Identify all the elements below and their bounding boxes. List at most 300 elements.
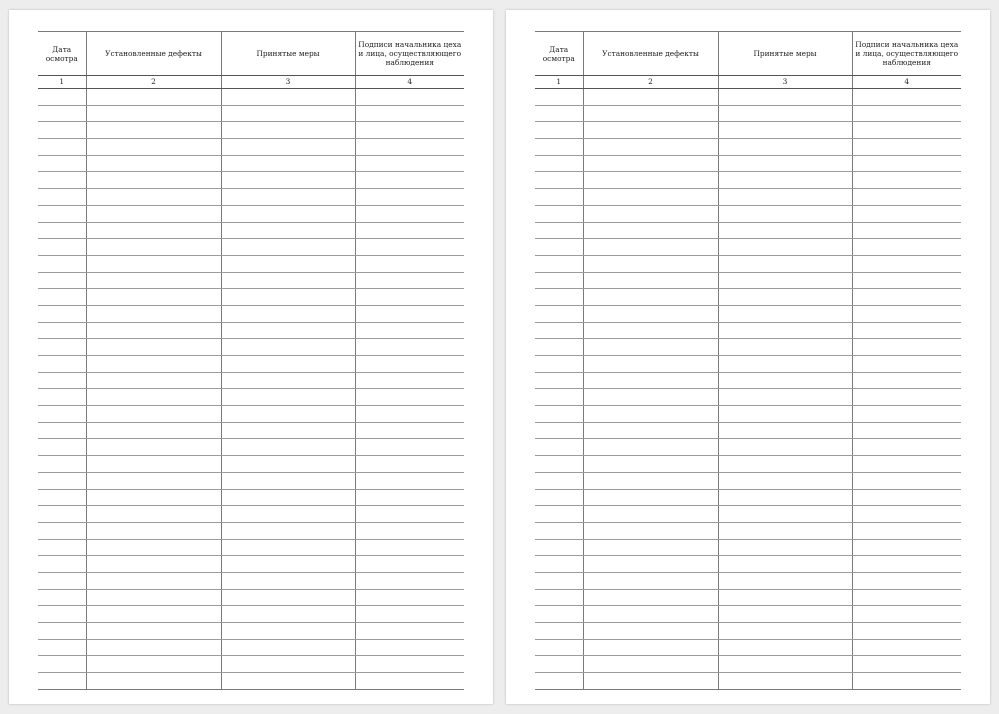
cell-signatures [355,456,464,473]
table-row [38,589,464,606]
cell-defects-found [583,356,718,373]
header-signatures-text: Подписи начальника цеха и лица, осуществляющего наблюдения [855,40,959,67]
cell-inspection-date [535,489,583,506]
cell-measures-taken [718,372,852,389]
cell-defects-found [583,272,718,289]
header-signatures [355,32,464,76]
cell-inspection-date [38,305,86,322]
cell-measures-taken [221,606,355,623]
table-row [535,556,961,573]
table-row [38,122,464,139]
cell-defects-found [583,589,718,606]
table-row [38,489,464,506]
table-row [535,422,961,439]
cell-measures-taken [718,305,852,322]
cell-inspection-date [535,589,583,606]
cell-defects-found [86,606,221,623]
cell-measures-taken [718,439,852,456]
table-row [535,272,961,289]
cell-measures-taken [718,255,852,272]
cell-signatures [852,606,961,623]
cell-measures-taken [221,489,355,506]
header-row [38,32,464,76]
header-measures-taken-text: Принятые меры [256,49,320,58]
cell-inspection-date [535,155,583,172]
table-row [38,255,464,272]
cell-measures-taken [718,656,852,673]
cell-signatures [852,572,961,589]
cell-inspection-date [535,172,583,189]
cell-measures-taken [221,422,355,439]
cell-defects-found [583,623,718,640]
table-row [535,189,961,206]
cell-defects-found [86,639,221,656]
cell-inspection-date [535,422,583,439]
cell-defects-found [583,539,718,556]
cell-signatures [852,639,961,656]
cell-inspection-date [38,255,86,272]
cell-signatures [355,673,464,690]
cell-signatures [852,105,961,122]
cell-signatures [355,189,464,206]
cell-inspection-date [535,222,583,239]
cell-defects-found [86,389,221,406]
cell-measures-taken [221,639,355,656]
cell-defects-found [583,305,718,322]
cell-measures-taken [221,155,355,172]
cell-measures-taken [718,572,852,589]
cell-defects-found [86,172,221,189]
cell-defects-found [86,339,221,356]
table-row [38,289,464,306]
table-row [38,356,464,373]
table-row [38,472,464,489]
header-measures-taken [221,32,355,76]
table-row [535,472,961,489]
cell-defects-found [86,205,221,222]
table-row [535,522,961,539]
table-row [535,105,961,122]
cell-defects-found [86,372,221,389]
header-row [535,32,961,76]
cell-measures-taken [221,222,355,239]
cell-inspection-date [535,89,583,106]
table-row [535,506,961,523]
cell-signatures [355,422,464,439]
cell-measures-taken [221,572,355,589]
cell-defects-found [583,222,718,239]
cell-measures-taken [221,456,355,473]
table-row [38,89,464,106]
table-row [38,105,464,122]
cell-inspection-date [535,272,583,289]
cell-signatures [355,122,464,139]
table-row [38,389,464,406]
cell-defects-found [583,122,718,139]
cell-defects-found [86,439,221,456]
header-measures-taken [718,32,852,76]
column-number-2: 2 [86,76,221,89]
cell-inspection-date [38,456,86,473]
cell-signatures [355,255,464,272]
table-row [535,339,961,356]
cell-signatures [852,305,961,322]
cell-defects-found [583,506,718,523]
cell-signatures [355,406,464,423]
cell-measures-taken [221,205,355,222]
cell-measures-taken [221,105,355,122]
cell-inspection-date [38,673,86,690]
cell-defects-found [583,673,718,690]
cell-signatures [355,339,464,356]
cell-inspection-date [38,139,86,156]
cell-signatures [852,222,961,239]
cell-inspection-date [38,522,86,539]
table-row [535,239,961,256]
cell-measures-taken [221,189,355,206]
table-row [535,656,961,673]
cell-defects-found [86,489,221,506]
cell-defects-found [86,155,221,172]
cell-signatures [852,272,961,289]
cell-inspection-date [38,656,86,673]
cell-signatures [852,205,961,222]
header-defects-found-text: Установленные дефекты [105,49,202,58]
cell-defects-found [86,522,221,539]
cell-inspection-date [535,339,583,356]
cell-defects-found [583,389,718,406]
cell-defects-found [86,89,221,106]
table-row [535,439,961,456]
cell-measures-taken [221,255,355,272]
cell-signatures [355,389,464,406]
cell-defects-found [86,356,221,373]
cell-defects-found [583,239,718,256]
table-row [38,189,464,206]
cell-defects-found [86,189,221,206]
table-row [38,139,464,156]
column-number-row [535,76,961,89]
header-inspection-date [38,32,86,76]
cell-inspection-date [38,556,86,573]
table-row [535,89,961,106]
cell-defects-found [86,506,221,523]
table-row [535,289,961,306]
cell-inspection-date [535,189,583,206]
cell-inspection-date [535,656,583,673]
cell-defects-found [583,139,718,156]
cell-inspection-date [535,305,583,322]
cell-signatures [852,139,961,156]
cell-measures-taken [221,522,355,539]
cell-signatures [355,289,464,306]
cell-measures-taken [221,305,355,322]
cell-measures-taken [221,372,355,389]
cell-signatures [355,539,464,556]
cell-defects-found [583,572,718,589]
cell-defects-found [583,372,718,389]
table-row [38,539,464,556]
cell-measures-taken [718,406,852,423]
cell-signatures [355,172,464,189]
table-row [535,489,961,506]
cell-inspection-date [535,522,583,539]
cell-signatures [355,489,464,506]
table-row [38,556,464,573]
cell-signatures [355,139,464,156]
cell-signatures [852,522,961,539]
cell-inspection-date [535,322,583,339]
cell-signatures [852,422,961,439]
cell-signatures [852,239,961,256]
cell-signatures [852,289,961,306]
cell-measures-taken [221,556,355,573]
cell-defects-found [86,656,221,673]
cell-signatures [355,606,464,623]
table-row [535,205,961,222]
cell-inspection-date [38,506,86,523]
cell-defects-found [583,489,718,506]
cell-inspection-date [535,506,583,523]
table-row [38,623,464,640]
table-row [535,539,961,556]
table-row [38,422,464,439]
cell-inspection-date [38,356,86,373]
table-row [38,222,464,239]
cell-defects-found [583,406,718,423]
cell-signatures [355,522,464,539]
cell-signatures [852,589,961,606]
cell-signatures [355,205,464,222]
cell-measures-taken [221,506,355,523]
cell-inspection-date [38,439,86,456]
cell-measures-taken [221,289,355,306]
cell-signatures [852,155,961,172]
cell-inspection-date [38,606,86,623]
cell-defects-found [86,673,221,690]
table-row [38,522,464,539]
cell-signatures [355,572,464,589]
cell-inspection-date [38,222,86,239]
cell-signatures [852,489,961,506]
column-number-row [38,76,464,89]
cell-inspection-date [38,472,86,489]
cell-signatures [852,322,961,339]
cell-signatures [852,673,961,690]
cell-defects-found [583,472,718,489]
cell-defects-found [583,339,718,356]
cell-measures-taken [718,556,852,573]
cell-defects-found [583,656,718,673]
cell-inspection-date [38,539,86,556]
cell-measures-taken [718,422,852,439]
cell-inspection-date [38,572,86,589]
table-row [535,122,961,139]
cell-signatures [355,656,464,673]
cell-signatures [355,639,464,656]
cell-inspection-date [38,406,86,423]
cell-defects-found [86,322,221,339]
cell-measures-taken [221,122,355,139]
cell-defects-found [86,456,221,473]
cell-signatures [355,356,464,373]
cell-defects-found [86,255,221,272]
cell-defects-found [583,289,718,306]
cell-signatures [852,189,961,206]
cell-inspection-date [535,556,583,573]
cell-inspection-date [38,239,86,256]
table-row [38,606,464,623]
cell-signatures [355,105,464,122]
cell-defects-found [86,239,221,256]
cell-defects-found [86,105,221,122]
cell-inspection-date [38,122,86,139]
table-row [38,239,464,256]
cell-measures-taken [221,673,355,690]
cell-defects-found [583,606,718,623]
table-row [38,205,464,222]
cell-inspection-date [38,639,86,656]
table-row [535,372,961,389]
cell-signatures [852,539,961,556]
cell-defects-found [583,189,718,206]
cell-signatures [852,472,961,489]
cell-measures-taken [221,439,355,456]
column-number-3: 3 [718,76,852,89]
blank-rows [38,89,464,690]
table-row [535,623,961,640]
cell-inspection-date [38,189,86,206]
table-row [38,322,464,339]
table-row [38,372,464,389]
cell-inspection-date [38,289,86,306]
table-row [38,639,464,656]
table-row [38,656,464,673]
cell-inspection-date [38,339,86,356]
header-inspection-date-text: Дата осмотра [542,44,575,63]
table-row [535,389,961,406]
cell-defects-found [86,122,221,139]
column-number-4: 4 [852,76,961,89]
table-row [535,305,961,322]
cell-inspection-date [38,155,86,172]
cell-signatures [852,506,961,523]
table-row [535,673,961,690]
cell-measures-taken [718,456,852,473]
header-defects-found [583,32,718,76]
cell-measures-taken [718,522,852,539]
table-row [38,673,464,690]
cell-inspection-date [535,205,583,222]
cell-inspection-date [38,589,86,606]
cell-defects-found [583,639,718,656]
cell-measures-taken [718,139,852,156]
cell-signatures [852,406,961,423]
cell-defects-found [583,172,718,189]
table-row [38,439,464,456]
cell-inspection-date [535,456,583,473]
header-signatures-text: Подписи начальника цеха и лица, осуществляющего наблюдения [358,40,462,67]
table-row [38,155,464,172]
cell-defects-found [86,623,221,640]
cell-defects-found [583,105,718,122]
cell-inspection-date [38,322,86,339]
cell-inspection-date [38,89,86,106]
cell-defects-found [86,422,221,439]
cell-defects-found [583,205,718,222]
table-row [535,139,961,156]
cell-signatures [852,389,961,406]
cell-measures-taken [718,122,852,139]
cell-signatures [355,556,464,573]
cell-measures-taken [221,139,355,156]
left-page [9,10,493,704]
table-row [38,506,464,523]
cell-inspection-date [535,356,583,373]
table-row [535,172,961,189]
cell-signatures [852,623,961,640]
table-row [38,305,464,322]
cell-defects-found [583,155,718,172]
cell-measures-taken [718,205,852,222]
cell-defects-found [583,322,718,339]
cell-signatures [355,322,464,339]
cell-defects-found [86,305,221,322]
cell-measures-taken [718,172,852,189]
table-row [38,272,464,289]
table-row [38,456,464,473]
cell-measures-taken [221,172,355,189]
cell-measures-taken [221,389,355,406]
cell-inspection-date [535,289,583,306]
cell-defects-found [583,89,718,106]
cell-signatures [852,172,961,189]
inspection-log-table [535,31,961,690]
table-row [535,606,961,623]
cell-signatures [355,305,464,322]
cell-inspection-date [535,105,583,122]
cell-measures-taken [718,105,852,122]
cell-defects-found [86,139,221,156]
cell-measures-taken [718,606,852,623]
cell-signatures [355,239,464,256]
table-row [535,406,961,423]
cell-signatures [852,339,961,356]
cell-signatures [852,89,961,106]
cell-inspection-date [535,255,583,272]
table-row [535,356,961,373]
cell-measures-taken [718,472,852,489]
table-row [38,339,464,356]
cell-inspection-date [535,239,583,256]
cell-defects-found [583,439,718,456]
cell-measures-taken [718,389,852,406]
cell-inspection-date [535,606,583,623]
cell-measures-taken [718,272,852,289]
cell-measures-taken [718,506,852,523]
cell-defects-found [86,539,221,556]
table-row [535,639,961,656]
cell-measures-taken [221,339,355,356]
column-number-2: 2 [583,76,718,89]
cell-inspection-date [38,172,86,189]
table-row [535,155,961,172]
cell-measures-taken [221,656,355,673]
table-row [535,322,961,339]
cell-measures-taken [221,322,355,339]
header-measures-taken-text: Принятые меры [753,49,817,58]
header-defects-found [86,32,221,76]
